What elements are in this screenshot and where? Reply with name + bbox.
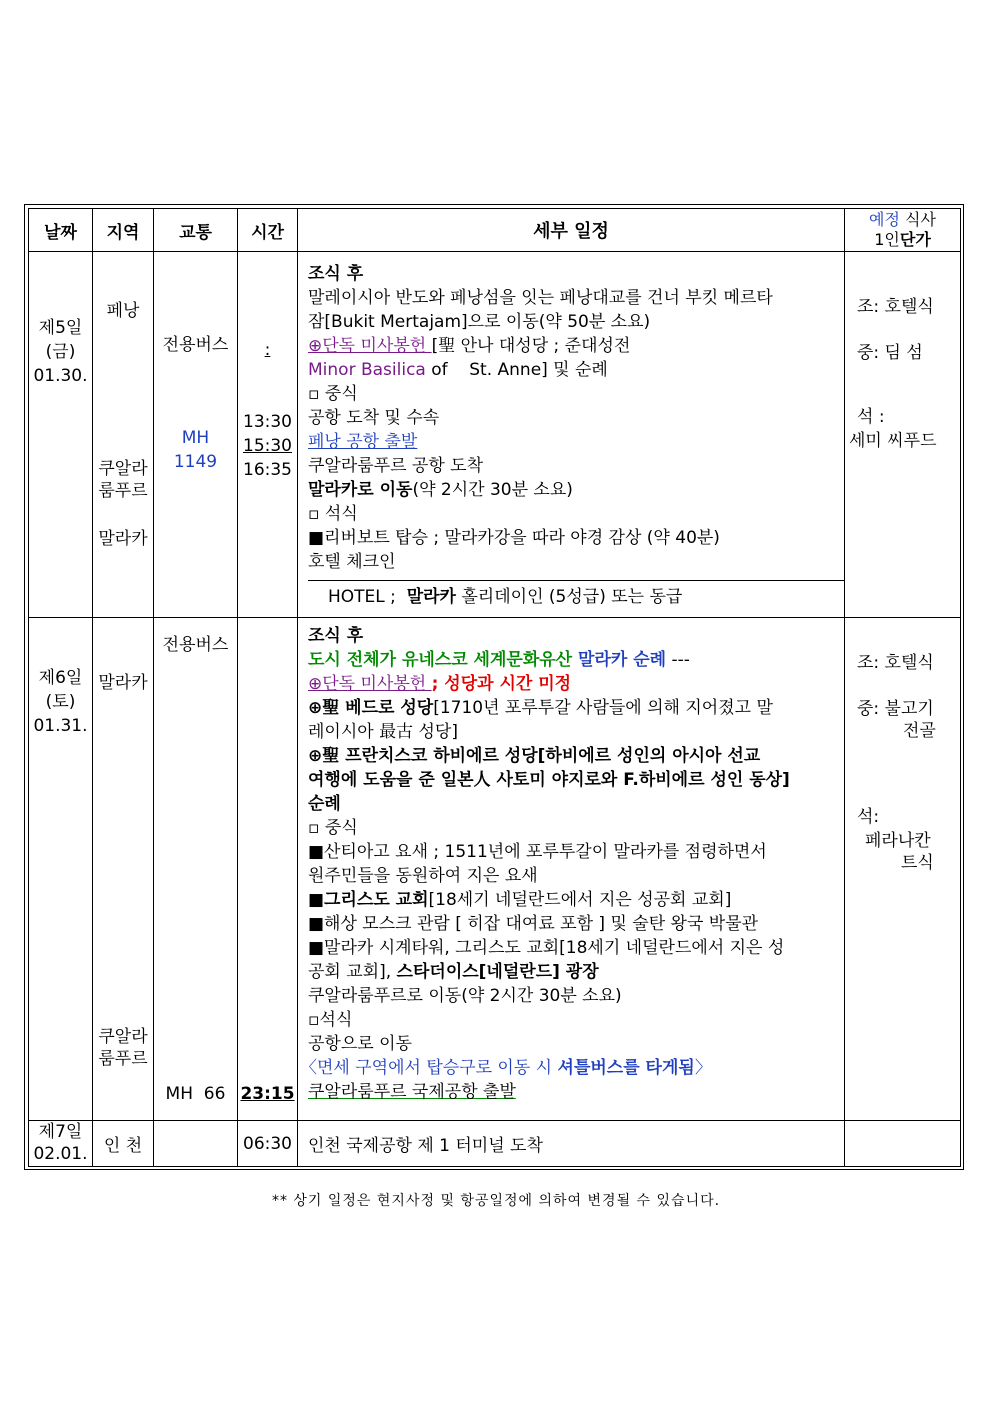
day5-time-1530: 15:30 [243, 436, 292, 456]
day6-stadthuys-pre: 공회 교회], [308, 962, 397, 982]
day5-lunch: ▫ 중식 [308, 384, 358, 404]
day5-date-date: 01.30. [33, 366, 88, 386]
day6-mass-note: ; 성당과 시간 미정 [431, 674, 572, 694]
header-meal-word: 식사 [899, 210, 936, 229]
day6-region-malacca: 말라카 [98, 673, 148, 693]
day6-meal-lunch: 중: 불고기 [857, 699, 934, 719]
day6-line: 레이시아 最古 성당] [308, 722, 458, 742]
day6-meal-lunch-2: 전골 [903, 721, 936, 741]
day5-transport-cell [154, 252, 238, 618]
day6-line: 여행에 도움을 준 일본人 사토미 야지로와 F.하비에르 성인 동상] [308, 770, 790, 790]
day5-region-malacca: 말라카 [98, 529, 148, 549]
day5-line: ■리버보트 탑승 ; 말라카강을 따라 야경 감상 (약 40분) [308, 528, 720, 548]
day5-time-1330: 13:30 [243, 412, 292, 432]
day6-line: ■해상 모스크 관람 [ 히잡 대여료 포함 ] 및 술탄 왕국 박물관 [308, 914, 759, 934]
day5-meal-lunch: 중: 딤 섬 [857, 343, 923, 363]
day6-detail-cell [298, 618, 845, 1121]
day6-shuttle-post: 〉 [694, 1058, 712, 1078]
day5-date-day: 제5일 [38, 318, 83, 338]
day6-mass: ⊕단독 미사봉헌 [308, 674, 432, 694]
day6-kl-departure: 쿠알라룸푸르 국제공항 출발 [308, 1082, 516, 1102]
header-meal-price: 단가 [899, 230, 931, 249]
day6-peter-line [308, 696, 834, 720]
day5-flight-airline: MH [181, 428, 210, 448]
day6-time-2315: 23:15 [240, 1084, 295, 1104]
day6-date-day: 제6일 [38, 668, 83, 688]
header-meal-planned: 예정 [869, 210, 900, 229]
header-time: 시간 [238, 209, 298, 252]
day5-church: [聖 안나 대성당 ; 준대성전 [431, 336, 631, 356]
day5-time-colon: : [264, 340, 271, 360]
day7-time: 06:30 [243, 1133, 292, 1154]
day6-line: 쿠알라룸푸르로 이동(약 2시간 30분 소요) [308, 986, 622, 1006]
day6-dinner: ▫석식 [308, 1010, 353, 1030]
day6-time-cell [238, 618, 298, 1121]
day6-region-cell [93, 618, 154, 1121]
day6-date-weekday: (토) [45, 692, 76, 712]
day6-line: 공항으로 이동 [308, 1034, 412, 1054]
day5-time-1635: 16:35 [243, 460, 292, 480]
day5-line: 호텔 체크인 [308, 552, 396, 572]
day5-line: 말레이시아 반도와 페낭섬을 잇는 페낭대교를 건너 부킷 메르타 [308, 288, 773, 308]
day5-region-cell [93, 252, 154, 618]
day5-basilica-rest: of St. Anne] 및 순례 [425, 360, 608, 380]
day5-date-weekday: (금) [45, 342, 76, 362]
day6-meal-dinner-2: 트식 [901, 853, 934, 873]
day7-region-cell [93, 1121, 154, 1167]
day5-meal-breakfast: 조: 호텔식 [857, 297, 934, 317]
day5-move-duration: (약 2시간 30분 소요) [412, 480, 573, 500]
day7-date-date: 02.01. [33, 1144, 88, 1164]
day6-line: ■산티아고 요새 ; 1511년에 포루투갈이 말라카를 점령하면서 [308, 842, 767, 862]
header-transport: 교통 [154, 209, 238, 252]
day5-hotel-city: 말라카 [406, 587, 456, 607]
day7-row [29, 1121, 961, 1167]
day6-region-kl-1: 쿠알라 [98, 1027, 148, 1047]
day6-breakfast-after: 조식 후 [308, 626, 364, 646]
day6-meal-breakfast: 조: 호텔식 [857, 653, 934, 673]
day6-shuttle: 셔틀버스를 타게됨 [557, 1058, 695, 1078]
header-meal-per-person: 1인 [874, 230, 900, 249]
day5-meal-cell [845, 252, 961, 618]
day5-line: 공항 도착 및 수속 [308, 408, 440, 428]
day5-mass-line [308, 334, 834, 358]
day5-row [29, 252, 961, 618]
day6-meal-cell [845, 618, 961, 1121]
day5-basilica: Minor Basilica [308, 360, 426, 380]
day6-date-cell [29, 618, 93, 1121]
day6-transport-bus: 전용버스 [162, 635, 229, 655]
day6-shuttle-line [300, 1056, 834, 1080]
day5-region-kl-1: 쿠알라 [98, 459, 148, 479]
day5-dinner: ▫ 석식 [308, 504, 358, 524]
day5-hotel-name: 홀리데이인 (5성급) 또는 동급 [455, 587, 683, 607]
day5-mass: ⊕단독 미사봉헌 [308, 336, 432, 356]
day6-shuttle-pre: 〈면세 구역에서 탑승구로 이동 시 [300, 1058, 558, 1078]
day6-christ-church-line [308, 888, 834, 912]
day6-line: 원주민들을 동원하여 지은 요새 [308, 866, 538, 886]
day6-unesco: 도시 전체가 유네스코 세계문화유산 [308, 650, 579, 670]
day7-region: 인 천 [103, 1136, 143, 1156]
day6-mass-line [308, 672, 834, 696]
footnote: ** 상기 일정은 현지사정 및 항공일정에 의하여 변경될 수 있습니다. [271, 1193, 721, 1209]
day6-dashes: --- [666, 650, 690, 670]
header-meal [845, 209, 961, 252]
day5-move-malacca: 말라카로 이동 [308, 480, 413, 500]
day6-transport-cell [154, 618, 238, 1121]
day5-meal-dinner-label: 석 : [857, 407, 885, 427]
day5-transport-bus: 전용버스 [162, 335, 229, 355]
day5-flight-number: 1149 [173, 452, 218, 472]
day5-hotel-label: HOTEL ; [328, 587, 407, 607]
day6-date-date: 01.31. [33, 716, 88, 736]
day5-penang-departure: 페낭 공항 출발 [308, 432, 418, 452]
day6-meal-dinner-label: 석: [857, 807, 880, 827]
day5-move-line [308, 478, 834, 502]
day5-detail-cell [298, 252, 845, 618]
day7-detail: 인천 국제공항 제 1 터미널 도착 [308, 1136, 543, 1156]
day7-meal-cell [845, 1121, 961, 1167]
day7-transport-cell [154, 1121, 238, 1167]
day6-christ-church-desc: [18세기 네덜란드에서 지은 성공회 교회] [428, 890, 732, 910]
header-date: 날짜 [29, 209, 93, 252]
day6-lunch: ▫ 중식 [308, 818, 358, 838]
header-row [29, 209, 961, 252]
day6-stadthuys: 스타더이스[네덜란드] 광장 [396, 962, 599, 982]
day5-meal-dinner: 세미 씨푸드 [849, 431, 937, 451]
day6-meal-dinner: 페라나칸 [865, 831, 931, 851]
day6-region-kl-2: 룸푸르 [98, 1049, 148, 1069]
day6-row [29, 618, 961, 1121]
day5-basilica-line [308, 358, 834, 382]
header-detail: 세부 일정 [298, 209, 845, 252]
day6-flight: MH 66 [165, 1084, 226, 1104]
day6-line: 순례 [308, 794, 341, 814]
day5-time-cell [238, 252, 298, 618]
day5-region-penang: 페낭 [106, 301, 140, 321]
itinerary-table [28, 208, 961, 1167]
day6-malacca-pilgrimage: 말라카 순례 [578, 650, 667, 670]
day6-christ-church: ■그리스도 교회 [308, 890, 429, 910]
day5-hotel [308, 580, 844, 613]
day6-line: ⊕聖 프란치스코 하비에르 성당[하비에르 성인의 아시아 선교 [308, 746, 761, 766]
day7-date-day: 제7일 [38, 1122, 83, 1142]
day6-unesco-line [308, 648, 834, 672]
day5-breakfast-after: 조식 후 [308, 264, 364, 284]
day6-line: ■말라카 시계타워, 그리스도 교회[18세기 네덜란드에서 지은 성 [308, 938, 785, 958]
day7-detail-cell [298, 1121, 845, 1167]
day7-date-cell [29, 1121, 93, 1167]
day5-region-kl-2: 룸푸르 [98, 481, 148, 501]
header-region: 지역 [93, 209, 154, 252]
day5-date-cell [29, 252, 93, 618]
day6-st-peter-desc: [1710년 포루투갈 사람들에 의해 지어졌고 말 [433, 698, 773, 718]
day6-stadthuys-line [308, 960, 834, 984]
day7-time-cell [238, 1121, 298, 1167]
day5-line: 잠[Bukit Mertajam]으로 이동(약 50분 소요) [308, 312, 651, 332]
day5-line: 쿠알라룸푸르 공항 도착 [308, 456, 484, 476]
day6-st-peter: ⊕聖 베드로 성당 [308, 698, 434, 718]
